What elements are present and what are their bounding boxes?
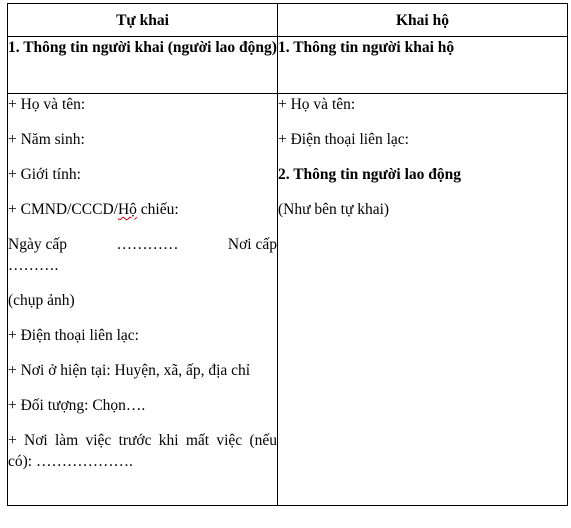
header-declare-on-behalf: Khai hộ (278, 4, 568, 37)
on-behalf-fields (278, 94, 568, 506)
spellcheck-word: Hộ (117, 201, 137, 218)
field-subject: + Đối tượng: Chọn…. (8, 397, 146, 414)
field-birth-year: + Năm sinh: (8, 131, 85, 148)
field-photo: (chụp ảnh) (8, 292, 75, 309)
header-self-declare: Tự khai (8, 4, 278, 37)
same-as-note: (Như bên tự khai) (278, 201, 390, 218)
field-issue-row (8, 234, 277, 255)
header-row (8, 4, 568, 37)
declaration-table (7, 3, 568, 506)
field-issue-date: Ngày cấp (8, 236, 67, 253)
field-address: + Nơi ở hiện tại: Huyện, xã, ấp, địa chỉ (8, 362, 251, 379)
field-issue-date-dots: ………… (116, 236, 179, 253)
field-phone: + Điện thoại liên lạc: (8, 327, 139, 344)
self-declare-fields (8, 94, 278, 506)
field-previous-work: + Nơi làm việc trước khi mất việc (nếu có): ………………. (8, 432, 277, 470)
field-issue-place-dots: ………. (8, 257, 59, 274)
left-section-title: 1. Thông tin người khai (người lao động) (8, 39, 277, 56)
worker-section-title: 2. Thông tin người lao động (278, 166, 461, 183)
field-gender: + Giới tính: (8, 166, 81, 183)
behalf-name: + Họ và tên: (278, 96, 356, 113)
field-id-document: + CMND/CCCD/Hộ chiếu: (8, 201, 179, 218)
field-issue-place: Nơi cấp (227, 236, 277, 253)
fields-row (8, 94, 568, 506)
section-title-row (8, 37, 568, 94)
field-name: + Họ và tên: (8, 96, 86, 113)
behalf-phone: + Điện thoại liên lạc: (278, 131, 409, 148)
right-section-title: 1. Thông tin người khai hộ (278, 39, 455, 56)
